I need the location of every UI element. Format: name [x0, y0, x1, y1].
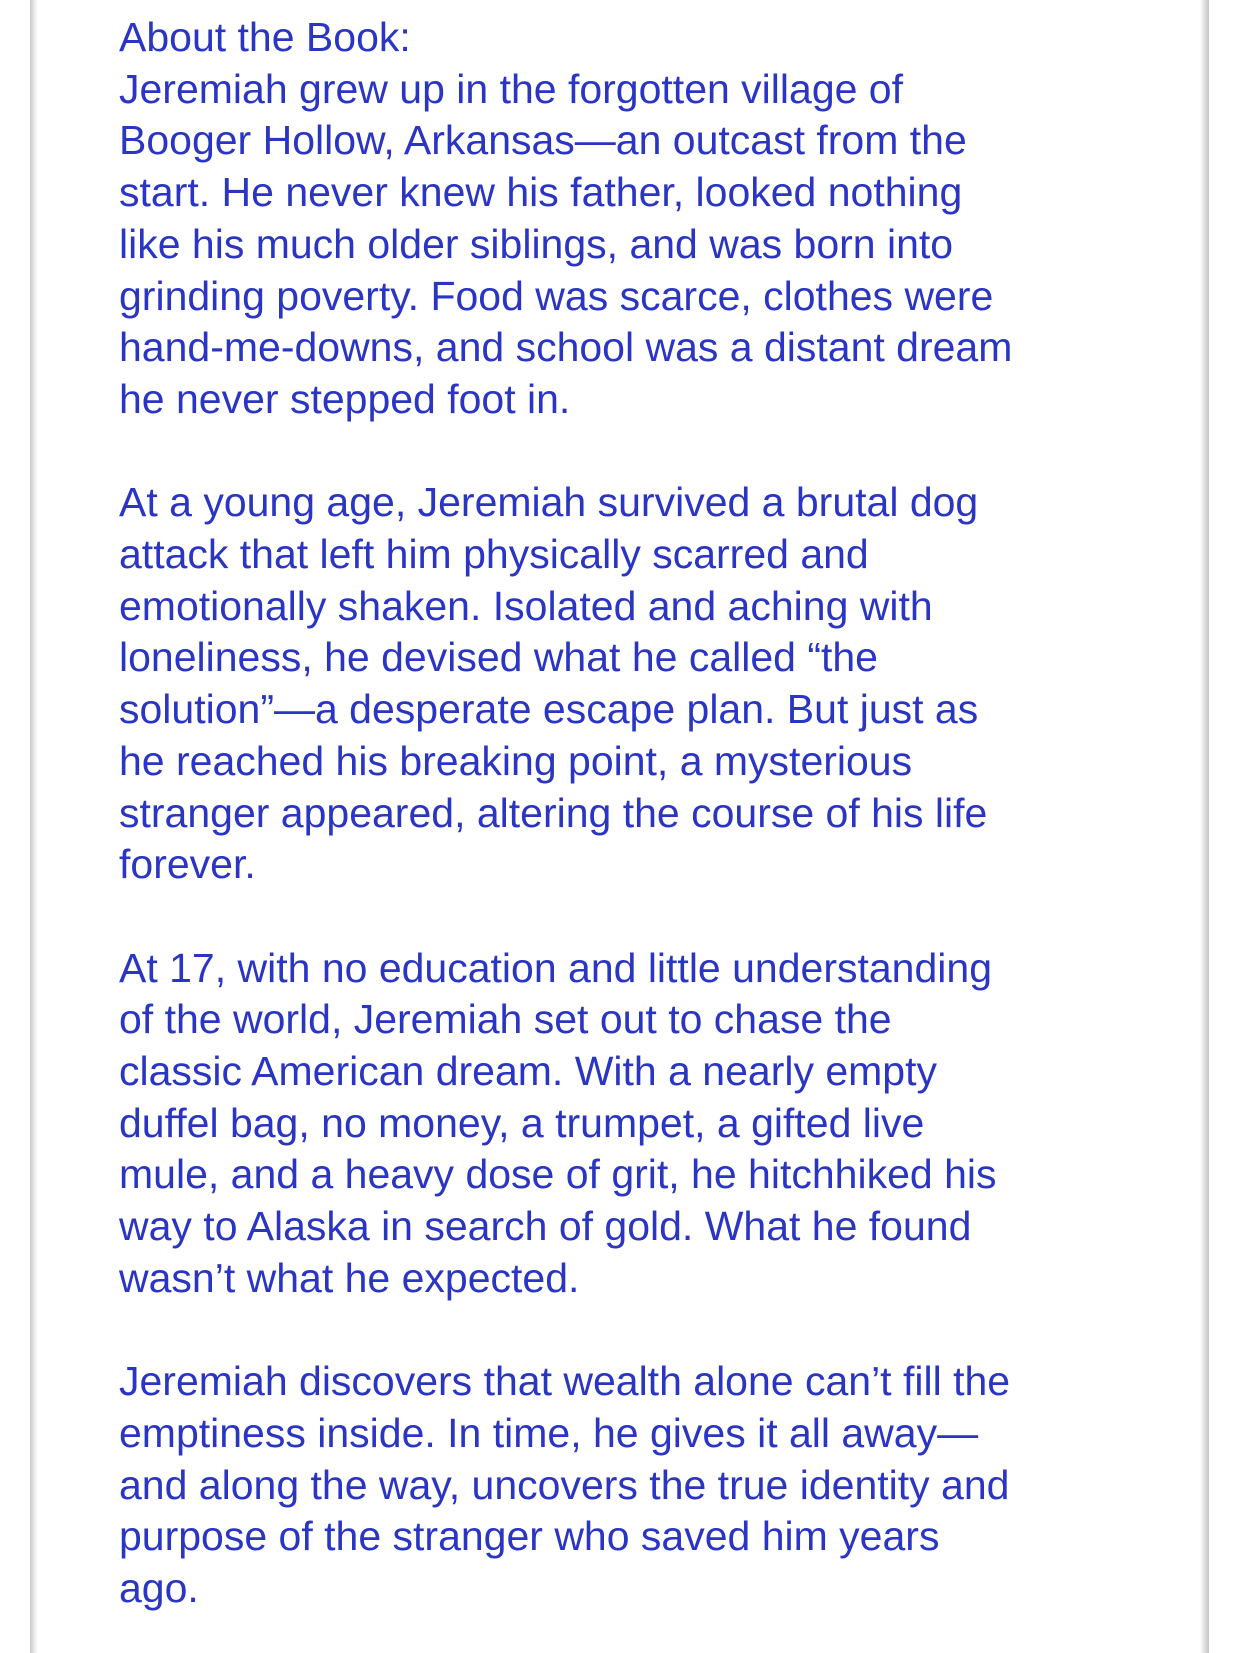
page-left-edge	[30, 0, 38, 1653]
section-heading: About the Book:	[119, 14, 411, 60]
paragraph-childhood: Jeremiah grew up in the forgotten village of Booger Hollow, Arkansas—an outcast from the start. He never knew his father, looked nothing like his much older siblings, and was born into grinding poverty. Food was scarce, clothes were hand-me-downs, and school was a distant dream he never stepped foot in.	[119, 65, 1013, 422]
paragraph-dog-attack: At a young age, Jeremiah survived a brutal dog attack that left him physically scarred and emotionally shaken. Isolated and aching with loneliness, he devised what he called “the solution”—a desperate escape plan. But just as he reached his breaking point, a mysterious stranger appeared, altering the course of his life forever.	[119, 479, 988, 888]
paragraph-discovery: Jeremiah discovers that wealth alone can’t fill the emptiness inside. In time, he gives it all away— and along the way, uncovers the true identity and purpose of the stranger who saved him years ago.	[119, 1358, 1011, 1612]
page-right-edge	[1200, 0, 1209, 1653]
document-body	[119, 12, 1199, 1653]
paragraph-alaska-journey: At 17, with no education and little understanding of the world, Jeremiah set out to chase the classic American dream. With a nearly empty duffel bag, no money, a trumpet, a gifted live mule, and a heavy dose of grit, he hitchhiked his way to Alaska in search of gold. What he found wasn’t what he expected.	[119, 944, 997, 1301]
